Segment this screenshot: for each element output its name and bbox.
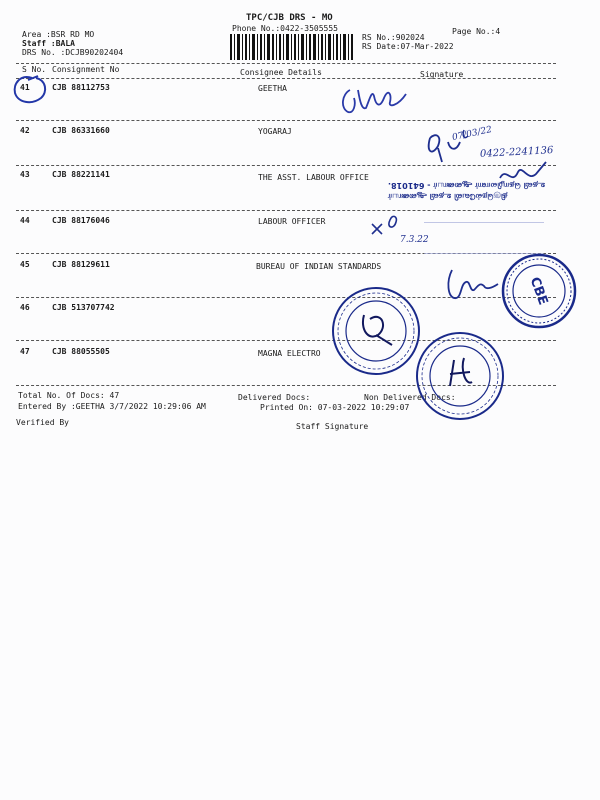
column-header-consignee: Consignee Details <box>240 68 322 77</box>
magna-stamp <box>330 285 422 377</box>
cbe-stamp <box>498 250 580 332</box>
row-consignment: CJB 513707742 <box>52 303 115 312</box>
staff-signature-label: Staff Signature <box>296 422 369 431</box>
stamp-line: உதவி தொழிலாளர் ஆணையர் - 641018. <box>388 181 546 190</box>
phone-number: Phone No.:0422-3505555 <box>232 24 338 33</box>
page-title: TPC/CJB DRS - MO <box>246 13 333 23</box>
handwritten-date: 07/03/22 <box>451 124 493 144</box>
row-consignment: CJB 88176046 <box>52 216 110 225</box>
row-divider <box>16 165 556 166</box>
row-sno: 45 <box>20 260 30 269</box>
non-delivered-docs: Non Delivered Docs: <box>364 393 456 402</box>
magna-stamp <box>414 330 506 422</box>
delivered-docs: Delivered Docs: <box>238 393 311 402</box>
row-sno: 42 <box>20 126 30 135</box>
row-consignment: CJB 88221141 <box>52 170 110 179</box>
row-consignee: MAGNA ELECTRO <box>258 349 321 358</box>
column-header-sno: S No. <box>22 65 47 74</box>
row-consignment: CJB 88112753 <box>52 83 110 92</box>
row-consignee: BUREAU OF INDIAN STANDARDS <box>256 262 382 271</box>
total-docs: Total No. Of Docs: 47 <box>18 391 120 400</box>
row-consignment: CJB 86331660 <box>52 126 110 135</box>
header-divider-top <box>16 63 556 64</box>
signature-row-41 <box>336 78 416 118</box>
verified-by: Verified By <box>16 418 69 427</box>
rs-date: RS Date:07-Mar-2022 <box>362 42 454 51</box>
row-consignee: THE ASST. LABOUR OFFICE <box>258 173 369 182</box>
row-sno: 43 <box>20 170 30 179</box>
handwritten-phone: 0422-2241136 <box>479 145 554 160</box>
staff-label: Staff :BALA <box>22 39 75 48</box>
row-sno: 44 <box>20 216 30 225</box>
column-header-signature: Signature <box>420 70 464 79</box>
row-consignee: GEETHA <box>258 84 287 93</box>
row-divider <box>16 120 556 121</box>
printed-on: Printed On: 07-03-2022 10:29:07 <box>260 403 410 412</box>
row-consignee: LABOUR OFFICER <box>258 217 326 226</box>
header-divider-bottom <box>16 78 556 79</box>
row-sno: 47 <box>20 347 30 356</box>
row-divider <box>16 210 556 211</box>
barcode <box>230 34 354 60</box>
circle-mark <box>10 72 50 108</box>
entered-by: Entered By :GEETHA 3/7/2022 10:29:06 AM <box>18 402 206 411</box>
area-label: Area :BSR RD MO <box>22 30 95 39</box>
row-consignee: YOGARAJ <box>258 127 292 136</box>
office-stamp <box>388 180 545 202</box>
row-consignment: CJB 88055505 <box>52 347 110 356</box>
row-sno: 41 <box>20 83 30 92</box>
stamp-line: திருநெல்வேலி உதவி ஆணையர் <box>388 192 508 201</box>
row-consignment: CJB 88129611 <box>52 260 110 269</box>
column-header-consignment: Consignment No <box>52 65 120 74</box>
handwritten-date-2: 7.3.22 <box>400 235 429 245</box>
row-sno: 46 <box>20 303 30 312</box>
page-number: Page No.:4 <box>452 27 501 36</box>
drs-number: DRS No. :DCJB90202404 <box>22 48 124 57</box>
rs-number: RS No.:902024 <box>362 33 425 42</box>
cbe-stamp-label: CBE <box>526 275 551 308</box>
